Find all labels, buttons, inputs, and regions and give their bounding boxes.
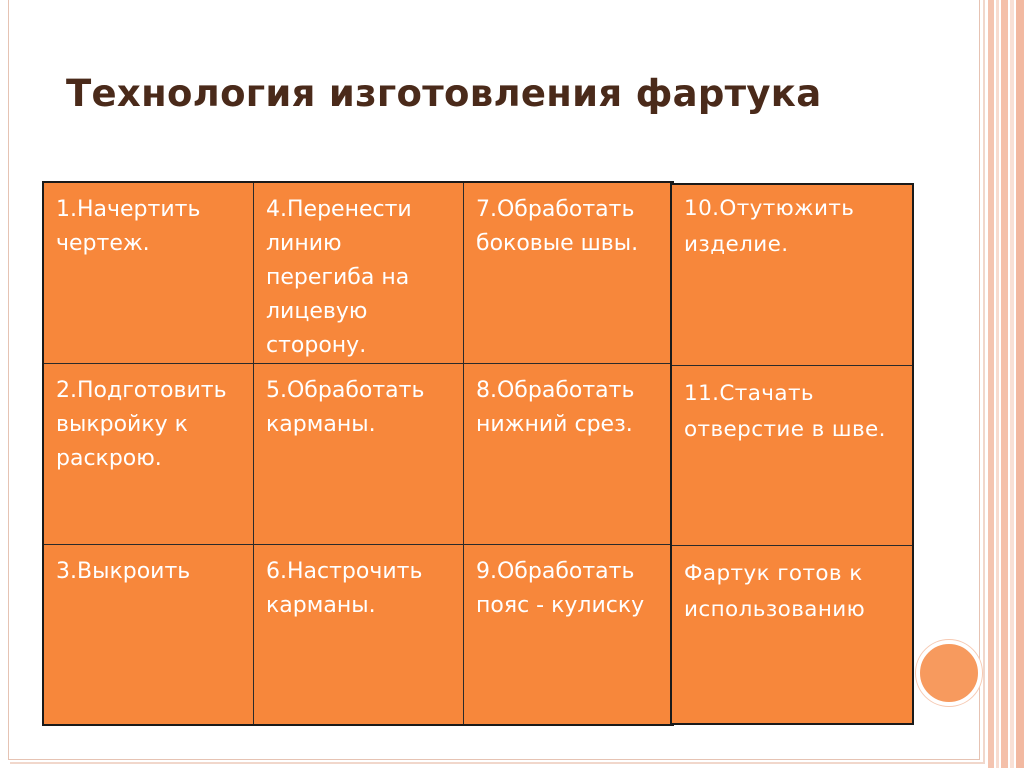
slide-title: Технология изготовления фартука xyxy=(66,72,822,115)
steps-table xyxy=(42,181,674,726)
step-cell-10: 10.Отутюжить изделие. xyxy=(672,185,912,366)
decor-stripe xyxy=(1010,0,1014,768)
step-cell-11: 11.Стачать отверстие в шве. xyxy=(672,366,912,546)
step-cell-6: 6.Настрочить карманы. xyxy=(254,545,464,724)
step-cell-2: 2.Подготовить выкройку к раскрою. xyxy=(44,364,254,545)
final-steps-table xyxy=(670,183,914,725)
decor-stripe xyxy=(1001,0,1008,768)
final-result-cell: Фартук готов к использованию xyxy=(672,546,912,723)
decor-stripe xyxy=(1016,0,1024,768)
decor-stripe xyxy=(988,0,994,768)
decor-stripe xyxy=(996,0,999,768)
step-cell-3: 3.Выкроить xyxy=(44,545,254,724)
decor-circle xyxy=(916,640,982,706)
step-cell-4: 4.Перенести линию перегиба на лицевую сторону. xyxy=(254,183,464,364)
step-cell-5: 5.Обработать карманы. xyxy=(254,364,464,545)
step-cell-7: 7.Обработать боковые швы. xyxy=(464,183,672,364)
step-cell-9: 9.Обработать пояс - кулиску xyxy=(464,545,672,724)
step-cell-1: 1.Начертить чертеж. xyxy=(44,183,254,364)
step-cell-8: 8.Обработать нижний срез. xyxy=(464,364,672,545)
